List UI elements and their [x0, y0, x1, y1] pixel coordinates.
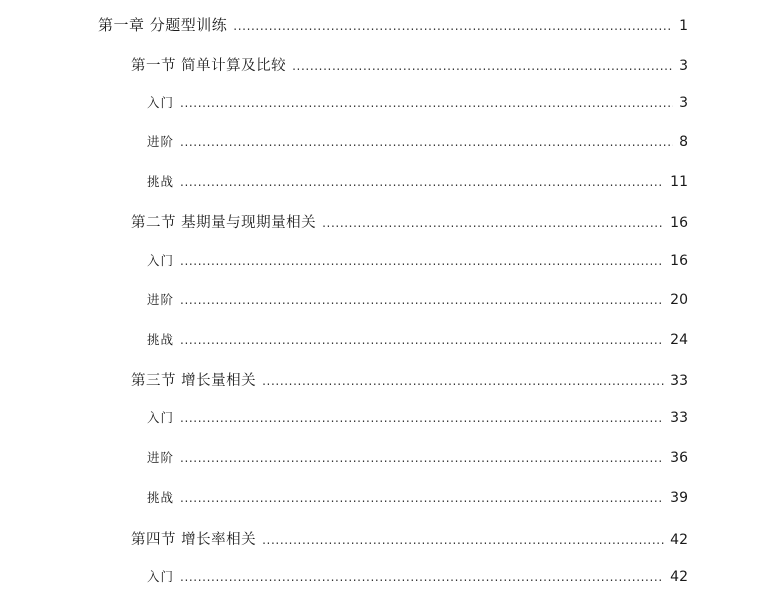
- toc-entry-page: 16: [670, 253, 688, 269]
- dot-leader: [292, 59, 673, 73]
- toc-entry-title: 入门: [147, 410, 175, 425]
- toc-entry-page: 36: [670, 450, 688, 466]
- toc-entry-page: 11: [670, 174, 688, 190]
- toc-entry-title: 第四节 增长率相关: [131, 532, 257, 548]
- dot-leader: [180, 254, 664, 268]
- toc-entry-title: 第一节 简单计算及比较: [131, 58, 287, 74]
- toc-entry-subsection[interactable]: [147, 251, 688, 275]
- toc-entry-title: 第三节 增长量相关: [131, 373, 257, 389]
- toc-entry-title: 进阶: [147, 292, 175, 307]
- toc-entry-chapter[interactable]: [98, 14, 688, 38]
- toc-entry-section[interactable]: [131, 528, 688, 552]
- dot-leader: [180, 293, 664, 307]
- dot-leader: [180, 411, 664, 425]
- toc-entry-section[interactable]: [131, 54, 688, 78]
- dot-leader: [180, 175, 664, 189]
- dot-leader: [180, 135, 673, 149]
- toc-entry-page: 16: [670, 215, 688, 231]
- toc-entry-subsection[interactable]: [147, 132, 688, 156]
- toc-entry-title: 入门: [147, 569, 175, 584]
- toc-entry-subsection[interactable]: [147, 93, 688, 117]
- toc-entry-subsection[interactable]: [147, 408, 688, 432]
- toc-entry-section[interactable]: [131, 369, 688, 393]
- toc-entry-subsection[interactable]: [147, 488, 688, 512]
- toc-entry-page: 42: [670, 569, 688, 585]
- toc-entry-title: 进阶: [147, 134, 175, 149]
- toc-entry-page: 8: [679, 134, 688, 150]
- toc-entry-page: 24: [670, 332, 688, 348]
- toc-entry-page: 1: [679, 18, 688, 34]
- toc-entry-title: 挑战: [147, 490, 175, 505]
- toc-entry-page: 3: [679, 95, 688, 111]
- dot-leader: [180, 333, 664, 347]
- toc-entry-title: 第一章 分题型训练: [98, 16, 228, 34]
- toc-entry-title: 入门: [147, 95, 175, 110]
- toc-entry-subsection[interactable]: [147, 448, 688, 472]
- dot-leader: [180, 570, 664, 584]
- dot-leader: [322, 216, 664, 230]
- toc-entry-page: 39: [670, 490, 688, 506]
- toc-entry-subsection[interactable]: [147, 290, 688, 314]
- toc-entry-subsection[interactable]: [147, 172, 688, 196]
- dot-leader: [180, 451, 664, 465]
- toc-entry-title: 进阶: [147, 450, 175, 465]
- toc-entry-page: 33: [670, 410, 688, 426]
- dot-leader: [262, 533, 664, 547]
- toc-entry-page: 20: [670, 292, 688, 308]
- toc-entry-title: 入门: [147, 253, 175, 268]
- toc-entry-page: 3: [679, 58, 688, 74]
- toc-entry-subsection[interactable]: [147, 330, 688, 354]
- dot-leader: [180, 491, 664, 505]
- toc-entry-subsection[interactable]: [147, 567, 688, 591]
- toc-entry-page: 42: [670, 532, 688, 548]
- dot-leader: [180, 96, 673, 110]
- toc-entry-section[interactable]: [131, 211, 688, 235]
- toc-entry-page: 33: [670, 373, 688, 389]
- dot-leader: [262, 374, 664, 388]
- toc-entry-title: 挑战: [147, 174, 175, 189]
- toc-entry-title: 第二节 基期量与现期量相关: [131, 215, 317, 231]
- dot-leader: [233, 19, 673, 33]
- toc-entry-title: 挑战: [147, 332, 175, 347]
